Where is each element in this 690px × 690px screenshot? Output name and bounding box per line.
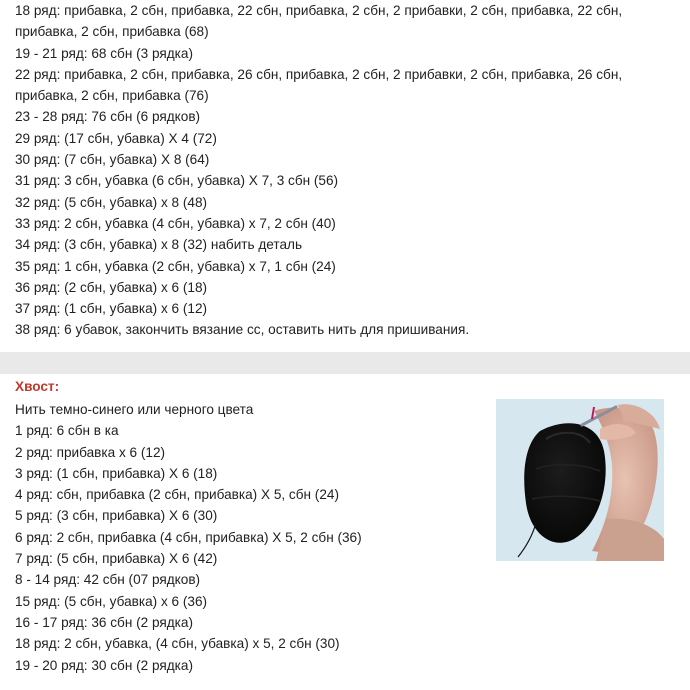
- tail-row: 18 ряд: 2 сбн, убавка, (4 сбн, убавка) х 5, 2 сбн (30): [15, 636, 340, 652]
- tail-row: 1 ряд: 6 сбн в ка: [15, 423, 119, 439]
- pattern-row: 23 - 28 ряд: 76 сбн (6 рядков): [15, 109, 201, 125]
- pattern-row: 22 ряд: прибавка, 2 сбн, прибавка, 26 сбн, прибавка, 2 сбн, 2 прибавки, 2 сбн, прибавка, 26 сбн, прибавка, 2 сбн, прибавка (76): [15, 66, 623, 104]
- pattern-rows-list: [15, 0, 685, 341]
- tail-row: 6 ряд: 2 сбн, прибавка (4 сбн, прибавка) Х 5, 2 сбн (36): [15, 529, 362, 545]
- pattern-row: 31 ряд: 3 сбн, убавка (6 сбн, убавка) Х 7, 3 сбн (56): [15, 173, 339, 189]
- pattern-row: 36 ряд: (2 сбн, убавка) х 6 (18): [15, 279, 208, 295]
- tail-row: 16 - 17 ряд: 36 сбн (2 рядка): [15, 614, 194, 630]
- section-divider: [0, 352, 690, 374]
- pattern-row: 30 ряд: (7 сбн, убавка) Х 8 (64): [15, 152, 210, 168]
- pattern-row: 33 ряд: 2 сбн, убавка (4 сбн, убавка) х 7, 2 сбн (40): [15, 215, 336, 231]
- pattern-row: 19 - 21 ряд: 68 сбн (3 рядка): [15, 45, 194, 61]
- pattern-row: 38 ряд: 6 убавок, закончить вязание сс, оставить нить для пришивания.: [15, 322, 470, 338]
- tail-row: 7 ряд: (5 сбн, прибавка) Х 6 (42): [15, 551, 218, 567]
- crochet-photo: [496, 399, 664, 561]
- pattern-row: 34 ряд: (3 сбн, убавка) х 8 (32) набить деталь: [15, 237, 303, 253]
- tail-rows-list: [15, 399, 485, 676]
- tail-row: Нить темно-синего или черного цвета: [15, 402, 254, 417]
- tail-row: 3 ряд: (1 сбн, прибавка) Х 6 (18): [15, 465, 218, 481]
- crochet-photo-illustration: [496, 399, 664, 561]
- pattern-row: 18 ряд: прибавка, 2 сбн, прибавка, 22 сбн, прибавка, 2 сбн, 2 прибавки, 2 сбн, прибавка, 22 сбн, прибавка, 2 сбн, прибавка (68): [15, 3, 623, 40]
- pattern-row: 35 ряд: 1 сбн, убавка (2 сбн, убавка) х 7, 1 сбн (24): [15, 258, 336, 274]
- tail-row: 15 ряд: (5 сбн, убавка) х 6 (36): [15, 593, 208, 609]
- tail-row: 4 ряд: сбн, прибавка (2 сбн, прибавка) Х 5, сбн (24): [15, 487, 339, 503]
- tail-section: [0, 374, 690, 690]
- pattern-row: 29 ряд: (17 сбн, убавка) Х 4 (72): [15, 130, 217, 146]
- pattern-row: 32 ряд: (5 сбн, убавка) х 8 (48): [15, 194, 208, 210]
- tail-row: 8 - 14 ряд: 42 сбн (07 рядков): [15, 572, 201, 588]
- tail-row: 19 - 20 ряд: 30 сбн (2 рядка): [15, 657, 194, 673]
- tail-row: 2 ряд: прибавка х 6 (12): [15, 444, 166, 460]
- tail-heading: Хвост:: [15, 379, 60, 394]
- tail-row: 5 ряд: (3 сбн, прибавка) Х 6 (30): [15, 508, 218, 524]
- pattern-row: 37 ряд: (1 сбн, убавка) х 6 (12): [15, 301, 208, 317]
